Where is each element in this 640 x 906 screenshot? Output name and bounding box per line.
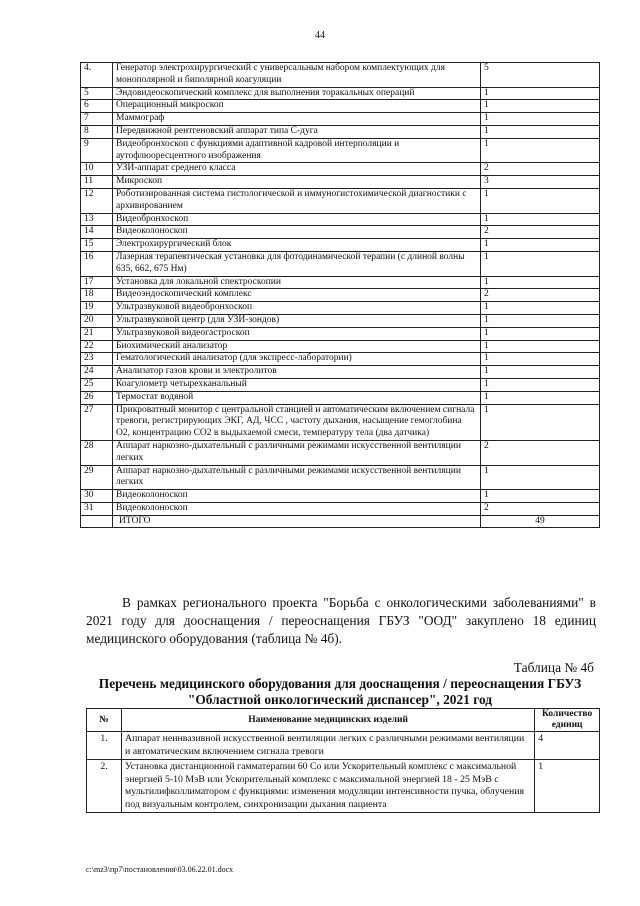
- row-quantity: 1: [481, 391, 600, 404]
- row-number: 5: [81, 87, 113, 100]
- table-row: [81, 353, 600, 366]
- row-quantity: 1: [481, 276, 600, 289]
- row-quantity: 2: [481, 226, 600, 239]
- row-number: 29: [81, 465, 113, 490]
- header-name: Наименование медицинских изделий: [122, 709, 535, 732]
- row-quantity: 1: [481, 251, 600, 276]
- row-name: Генератор электрохирургический с универсальным набором комплектующих для монополярной и биполярной коагуляции: [113, 63, 481, 88]
- row-name: Термостат водяной: [113, 391, 481, 404]
- row-quantity: 1: [481, 490, 600, 503]
- row-name: Ультразвуковой видеобронхоскоп: [113, 302, 481, 315]
- row-name: Видеоколоноскоп: [113, 226, 481, 239]
- row-number: 15: [81, 239, 113, 252]
- row-quantity: 2: [481, 163, 600, 176]
- table-row: [81, 87, 600, 100]
- table-row: [81, 125, 600, 138]
- table-row: [81, 314, 600, 327]
- table-row: [81, 239, 600, 252]
- row-name: Видеоколоноскоп: [113, 502, 481, 515]
- row-name: Установка дистанционной гамматерапии 60 Со или Ускорительный комплекс с максимальной энергией 5-10 МэВ или Ускорительный комплекс с максимальной энергией 18 - 25 МэВ с мультилифколлиматором с функциями: изменения модуляции интенсивности пучка, облучения под визуальным контролем, синхронизации дыхания пациента: [122, 760, 535, 813]
- table-row: [81, 289, 600, 302]
- table-row: [81, 113, 600, 126]
- row-number: 20: [81, 314, 113, 327]
- row-number: 4.: [81, 63, 113, 88]
- row-name: Аппарат неинвазивной искусственной вентиляции легких с различными режимами вентиляции и автоматическим включением сигнала тревоги: [122, 732, 535, 760]
- row-name: Роботизированная система гистологической и иммуногистохимической диагностики с архивированием: [113, 188, 481, 213]
- equipment-table: [80, 62, 600, 528]
- row-name: Эндовидеоскопический комплекс для выполнения торакальных операций: [113, 87, 481, 100]
- total-row: [81, 515, 600, 528]
- table-row: [81, 340, 600, 353]
- row-name: Биохимический анализатор: [113, 340, 481, 353]
- row-quantity: 3: [481, 176, 600, 189]
- row-name: Установка для локальной спектроскопии: [113, 276, 481, 289]
- row-name: Ультразвуковой видеогастроскоп: [113, 327, 481, 340]
- table-row: [81, 251, 600, 276]
- row-number: 21: [81, 327, 113, 340]
- row-name: Маммограф: [113, 113, 481, 126]
- row-quantity: 1: [481, 138, 600, 163]
- row-quantity: 2: [481, 440, 600, 465]
- row-number: 6: [81, 100, 113, 113]
- row-number: 17: [81, 276, 113, 289]
- table-row: [87, 760, 600, 813]
- table-row: [81, 378, 600, 391]
- row-number: 31: [81, 502, 113, 515]
- row-quantity: 1: [481, 314, 600, 327]
- row-name: Передвижной рентгеновский аппарат типа С-дуга: [113, 125, 481, 138]
- file-path-footer: c:\mz3\пр7\постановления\03.06.22.01.docx: [86, 865, 234, 874]
- row-number: 12: [81, 188, 113, 213]
- row-quantity: 1: [481, 113, 600, 126]
- table-row: [81, 100, 600, 113]
- table-row: [81, 465, 600, 490]
- row-number: 8: [81, 125, 113, 138]
- row-quantity: 1: [481, 366, 600, 379]
- row-quantity: 1: [481, 340, 600, 353]
- row-name: Микроскоп: [113, 176, 481, 189]
- row-number: 11: [81, 176, 113, 189]
- row-number: 28: [81, 440, 113, 465]
- header-number: №: [87, 709, 122, 732]
- table-title: Перечень медицинского оборудования для дооснащения / переоснащения ГБУЗ "Областной онкологический диспансер", 2021 год: [98, 676, 582, 707]
- table-row: [81, 404, 600, 440]
- row-number: 18: [81, 289, 113, 302]
- row-number: 25: [81, 378, 113, 391]
- table-row: [81, 391, 600, 404]
- row-name: Видеоколоноскоп: [113, 490, 481, 503]
- row-name: Ультразвуковой центр (для УЗИ-зондов): [113, 314, 481, 327]
- row-quantity: 1: [535, 760, 600, 813]
- row-number: 27: [81, 404, 113, 440]
- row-quantity: 2: [481, 502, 600, 515]
- row-quantity: 1: [481, 378, 600, 391]
- row-name: Видеоэндоскопический комплекс: [113, 289, 481, 302]
- table-row: [87, 732, 600, 760]
- row-number: 26: [81, 391, 113, 404]
- row-quantity: 2: [481, 289, 600, 302]
- table-row: [81, 366, 600, 379]
- row-name: Видеобронхоскоп: [113, 213, 481, 226]
- row-quantity: 1: [481, 465, 600, 490]
- row-number: 13: [81, 213, 113, 226]
- row-name: Прикроватный монитор с центральной станцией и автоматическим включением сигнала тревоги, регистрирующих ЭКГ, АД, ЧСС , частоту дыхания, насыщение гемоглобина О2, концентрацию СО2 в выдыхаемой смеси, температуру тела (два датчика): [113, 404, 481, 440]
- row-name: Видеобронхоскоп с функциями адаптивной кадровой интерполяции и аутофлюоресцентного изображения: [113, 138, 481, 163]
- table-row: [81, 302, 600, 315]
- row-quantity: 1: [481, 188, 600, 213]
- table-row: [81, 63, 600, 88]
- table-label: Таблица № 4б: [513, 660, 594, 675]
- header-quantity: Количество единиц: [535, 709, 600, 732]
- table-row: [81, 226, 600, 239]
- table-header-row: [87, 709, 600, 732]
- row-quantity: 1: [481, 213, 600, 226]
- row-quantity: 1: [481, 302, 600, 315]
- body-paragraph: В рамках регионального проекта "Борьба с онкологическими заболеваниями" в 2021 году для дооснащения / переоснащения ГБУЗ "ООД" закуплено 18 единиц медицинского оборудования (таблица № 4б).: [86, 595, 596, 646]
- row-quantity: 1: [481, 87, 600, 100]
- row-name: Аппарат наркозно-дыхательный с различными режимами искусственной вентиляции легких: [113, 440, 481, 465]
- row-number: 2.: [87, 760, 122, 813]
- row-name: Аппарат наркозно-дыхательный с различными режимами искусственной вентиляции легких: [113, 465, 481, 490]
- row-name: Электрохирургический блок: [113, 239, 481, 252]
- row-number: 30: [81, 490, 113, 503]
- row-quantity: 1: [481, 239, 600, 252]
- row-number: 7: [81, 113, 113, 126]
- total-spacer: [81, 515, 113, 528]
- table-row: [81, 213, 600, 226]
- row-number: 9: [81, 138, 113, 163]
- page-number: 44: [315, 30, 325, 41]
- row-name: Лазерная терапевтическая установка для фотодинамической терапии (с длиной волны 635, 662, 675 Нм): [113, 251, 481, 276]
- row-quantity: 1: [481, 125, 600, 138]
- row-number: 14: [81, 226, 113, 239]
- total-label: ИТОГО: [113, 515, 481, 528]
- table-row: [81, 440, 600, 465]
- table-row: [81, 163, 600, 176]
- table-row: [81, 188, 600, 213]
- row-number: 19: [81, 302, 113, 315]
- table-row: [81, 327, 600, 340]
- row-name: УЗИ-аппарат среднего класса: [113, 163, 481, 176]
- total-value: 49: [481, 515, 600, 528]
- row-number: 1.: [87, 732, 122, 760]
- row-number: 23: [81, 353, 113, 366]
- row-quantity: 1: [481, 404, 600, 440]
- row-quantity: 1: [481, 327, 600, 340]
- table-row: [81, 490, 600, 503]
- row-quantity: 5: [481, 63, 600, 88]
- row-number: 24: [81, 366, 113, 379]
- table-row: [81, 176, 600, 189]
- purchase-table: [86, 708, 600, 813]
- row-name: Коагулометр четырехканальный: [113, 378, 481, 391]
- row-quantity: 1: [481, 353, 600, 366]
- row-quantity: 1: [481, 100, 600, 113]
- table-row: [81, 502, 600, 515]
- row-number: 22: [81, 340, 113, 353]
- row-name: Анализатор газов крови и электролитов: [113, 366, 481, 379]
- row-number: 16: [81, 251, 113, 276]
- row-number: 10: [81, 163, 113, 176]
- row-name: Гематологический анализатор (для экспресс-лаборатории): [113, 353, 481, 366]
- table-row: [81, 276, 600, 289]
- row-name: Операционный микроскоп: [113, 100, 481, 113]
- row-quantity: 4: [535, 732, 600, 760]
- table-row: [81, 138, 600, 163]
